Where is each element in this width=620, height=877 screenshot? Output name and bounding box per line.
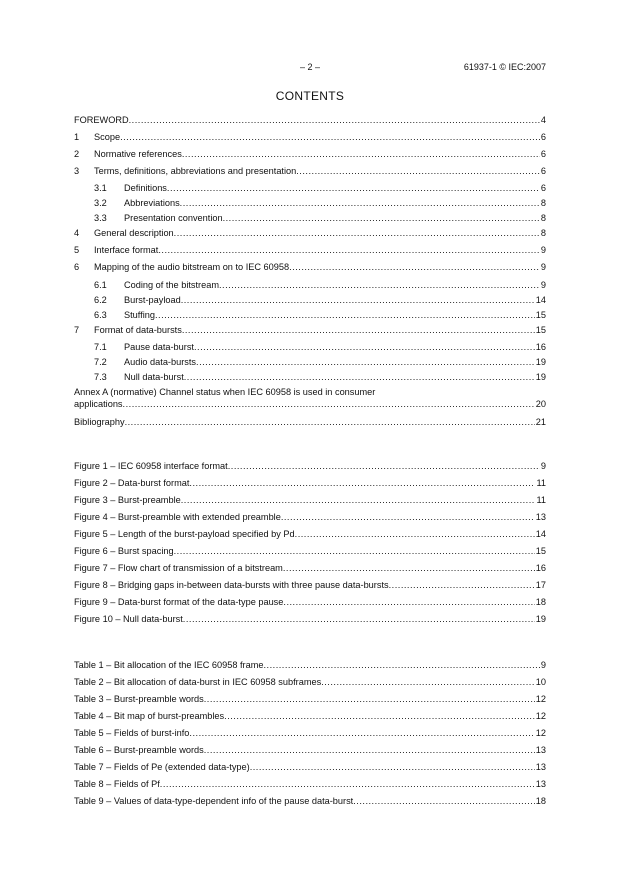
entry-number: 5 <box>74 245 80 255</box>
page-number: – 2 – <box>299 62 321 72</box>
toc-subsection[interactable] <box>74 294 546 306</box>
annex-line1: Annex A (normative) Channel status when IEC 60958 is used in consumer <box>74 387 376 397</box>
entry-number: 3 <box>74 166 80 176</box>
figure-entry[interactable] <box>74 579 546 591</box>
bibliography-entry[interactable] <box>74 416 546 428</box>
leader-dots <box>295 528 535 540</box>
toc-section[interactable] <box>74 131 546 143</box>
entry-number: 7.2 <box>94 357 107 367</box>
entry-number: 3.3 <box>94 213 107 223</box>
entry-number: 7 <box>74 325 80 335</box>
table-entry[interactable] <box>74 727 546 739</box>
toc-section[interactable] <box>74 148 546 160</box>
entry-label: Figure 7 – Flow chart of transmission of a bitstream <box>74 563 283 573</box>
leader-dots <box>281 511 535 523</box>
table-entry[interactable] <box>74 761 546 773</box>
entry-page: 13 <box>535 762 546 772</box>
leader-dots <box>204 744 535 756</box>
entry-page: 19 <box>535 357 546 367</box>
toc-subsection[interactable] <box>74 197 546 209</box>
entry-label: Table 7 – Fields of Pe (extended data-type) <box>74 762 250 772</box>
entry-label: Figure 2 – Data-burst format <box>74 478 190 488</box>
toc-section[interactable] <box>74 227 546 239</box>
entry-label: Interface format <box>94 245 159 255</box>
entry-label: Figure 8 – Bridging gaps in-between data-bursts with three pause data-bursts <box>74 580 389 590</box>
entry-label: Null data-burst <box>124 372 184 382</box>
leader-dots <box>228 460 540 472</box>
toc-subsection[interactable] <box>74 341 546 353</box>
entry-label: Presentation convention <box>124 213 223 223</box>
leader-dots <box>194 341 535 353</box>
entry-page: 9 <box>540 461 546 471</box>
entry-page: 8 <box>540 213 546 223</box>
entry-label: Figure 1 – IEC 60958 interface format <box>74 461 228 471</box>
toc-subsection[interactable] <box>74 182 546 194</box>
leader-dots <box>189 477 535 489</box>
toc-subsection[interactable] <box>74 356 546 368</box>
leader-dots <box>180 197 540 209</box>
entry-label: Table 9 – Values of data-type-dependent info of the pause data-burst <box>74 796 354 806</box>
figure-entry[interactable] <box>74 477 546 489</box>
entry-page: 16 <box>535 342 546 352</box>
leader-dots <box>183 613 535 625</box>
entry-number: 7.1 <box>94 342 107 352</box>
table-entry[interactable] <box>74 676 546 688</box>
entry-label: Terms, definitions, abbreviations and presentation <box>94 166 297 176</box>
entry-label: Table 6 – Burst-preamble words <box>74 745 204 755</box>
entry-label: Figure 3 – Burst-preamble <box>74 495 181 505</box>
toc-subsection[interactable] <box>74 212 546 224</box>
leader-dots <box>182 324 535 336</box>
toc-subsection[interactable] <box>74 279 546 291</box>
entry-page: 15 <box>535 546 546 556</box>
toc-subsection[interactable] <box>74 309 546 321</box>
entry-page: 18 <box>535 597 546 607</box>
entry-label: Format of data-bursts <box>94 325 182 335</box>
entry-page: 11 <box>536 495 546 505</box>
table-entry[interactable] <box>74 710 546 722</box>
leader-dots <box>223 212 540 224</box>
leader-dots <box>189 727 534 739</box>
leader-dots <box>196 356 535 368</box>
entry-number: 6 <box>74 262 80 272</box>
leader-dots <box>158 244 540 256</box>
figure-entry[interactable] <box>74 596 546 608</box>
entry-number: 4 <box>74 228 80 238</box>
leader-dots <box>167 182 540 194</box>
entry-label: General description <box>94 228 174 238</box>
leader-dots <box>296 165 540 177</box>
entry-page: 6 <box>540 183 546 193</box>
entry-label: Burst-payload <box>124 295 181 305</box>
entry-page: 6 <box>540 132 546 142</box>
entry-page: 4 <box>540 115 546 125</box>
entry-label: Coding of the bitstream <box>124 280 219 290</box>
figure-entry[interactable] <box>74 494 546 506</box>
bibliography-label: Bibliography <box>74 417 125 427</box>
entry-label: Table 2 – Bit allocation of data-burst in IEC 60958 subframes <box>74 677 322 687</box>
leader-dots <box>174 227 540 239</box>
entry-label: Stuffing <box>124 310 155 320</box>
entry-label: FOREWORD <box>74 115 129 125</box>
leader-dots <box>321 676 535 688</box>
entry-label: Scope <box>94 132 121 142</box>
leader-dots <box>283 562 535 574</box>
entry-label: Table 4 – Bit map of burst-preambles <box>74 711 225 721</box>
entry-number: 6.2 <box>94 295 107 305</box>
table-entry[interactable] <box>74 659 546 671</box>
leader-dots <box>250 761 535 773</box>
entry-page: 13 <box>535 512 546 522</box>
entry-page: 9 <box>540 280 546 290</box>
entry-page: 18 <box>535 796 546 806</box>
leader-dots <box>353 795 535 807</box>
entry-label: Audio data-bursts <box>124 357 197 367</box>
entry-label: Table 5 – Fields of burst-info <box>74 728 190 738</box>
entry-page: 17 <box>535 580 546 590</box>
contents-title: CONTENTS <box>275 89 345 103</box>
entry-label: Figure 6 – Burst spacing <box>74 546 174 556</box>
toc-section[interactable] <box>74 244 546 256</box>
entry-number: 2 <box>74 149 80 159</box>
leader-dots <box>389 579 535 591</box>
entry-page: 9 <box>540 660 546 670</box>
figure-entry[interactable] <box>74 511 546 523</box>
table-entry[interactable] <box>74 795 546 807</box>
entry-label: Definitions <box>124 183 167 193</box>
entry-page: 14 <box>535 529 546 539</box>
bibliography-page: 21 <box>535 417 546 427</box>
entry-label: Table 3 – Burst-preamble words <box>74 694 204 704</box>
leader-dots <box>125 416 535 428</box>
figure-entry[interactable] <box>74 613 546 625</box>
entry-page: 9 <box>540 245 546 255</box>
table-entry[interactable] <box>74 778 546 790</box>
entry-number: 6.3 <box>94 310 107 320</box>
figure-entry[interactable] <box>74 545 546 557</box>
entry-page: 13 <box>535 779 546 789</box>
entry-page: 12 <box>535 694 546 704</box>
entry-page: 12 <box>535 728 546 738</box>
entry-page: 11 <box>536 478 546 488</box>
leader-dots <box>263 659 539 671</box>
entry-page: 12 <box>535 711 546 721</box>
entry-label: Table 8 – Fields of Pf <box>74 779 160 789</box>
leader-dots <box>182 148 540 160</box>
leader-dots <box>204 693 535 705</box>
leader-dots <box>224 710 535 722</box>
entry-page: 8 <box>540 198 546 208</box>
leader-dots <box>129 114 540 126</box>
standard-id: 61937-1 © IEC:2007 <box>463 62 546 72</box>
entry-page: 19 <box>535 372 546 382</box>
entry-page: 10 <box>535 677 546 687</box>
toc-subsection[interactable] <box>74 371 546 383</box>
entry-number: 7.3 <box>94 372 107 382</box>
leader-dots <box>174 545 535 557</box>
entry-label: Normative references <box>94 149 182 159</box>
leader-dots <box>184 371 535 383</box>
entry-label: Pause data-burst <box>124 342 194 352</box>
entry-page: 19 <box>535 614 546 624</box>
leader-dots <box>181 294 535 306</box>
entry-number: 1 <box>74 132 80 142</box>
entry-number: 3.1 <box>94 183 107 193</box>
entry-page: 15 <box>535 310 546 320</box>
entry-label: Table 1 – Bit allocation of the IEC 60958 frame <box>74 660 264 670</box>
leader-dots <box>283 596 534 608</box>
toc-section[interactable] <box>74 261 546 273</box>
entry-number: 3.2 <box>94 198 107 208</box>
entry-label: Mapping of the audio bitstream on to IEC 60958 <box>94 262 290 272</box>
table-entry[interactable] <box>74 744 546 756</box>
annex-page: 20 <box>535 399 546 409</box>
entry-page: 8 <box>540 228 546 238</box>
toc-section[interactable] <box>74 324 546 336</box>
entry-page: 16 <box>535 563 546 573</box>
entry-label: Figure 10 – Null data-burst <box>74 614 183 624</box>
entry-page: 15 <box>535 325 546 335</box>
leader-dots <box>160 778 535 790</box>
toc-section[interactable] <box>74 114 546 126</box>
entry-page: 14 <box>535 295 546 305</box>
leader-dots <box>181 494 536 506</box>
entry-number: 6.1 <box>94 280 107 290</box>
entry-label: Abbreviations <box>124 198 180 208</box>
entry-page: 13 <box>535 745 546 755</box>
annex-line2: applications <box>74 399 123 409</box>
leader-dots <box>123 398 535 410</box>
table-entry[interactable] <box>74 693 546 705</box>
leader-dots <box>219 279 540 291</box>
leader-dots <box>155 309 535 321</box>
entry-page: 6 <box>540 166 546 176</box>
figure-entry[interactable] <box>74 528 546 540</box>
entry-label: Figure 5 – Length of the burst-payload specified by Pd <box>74 529 295 539</box>
entry-page: 6 <box>540 149 546 159</box>
figure-entry[interactable] <box>74 562 546 574</box>
leader-dots <box>289 261 540 273</box>
figure-entry[interactable] <box>74 460 546 472</box>
entry-label: Figure 4 – Burst-preamble with extended preamble <box>74 512 281 522</box>
entry-page: 9 <box>540 262 546 272</box>
toc-section[interactable] <box>74 165 546 177</box>
entry-label: Figure 9 – Data-burst format of the data-type pause <box>74 597 284 607</box>
leader-dots <box>120 131 540 143</box>
